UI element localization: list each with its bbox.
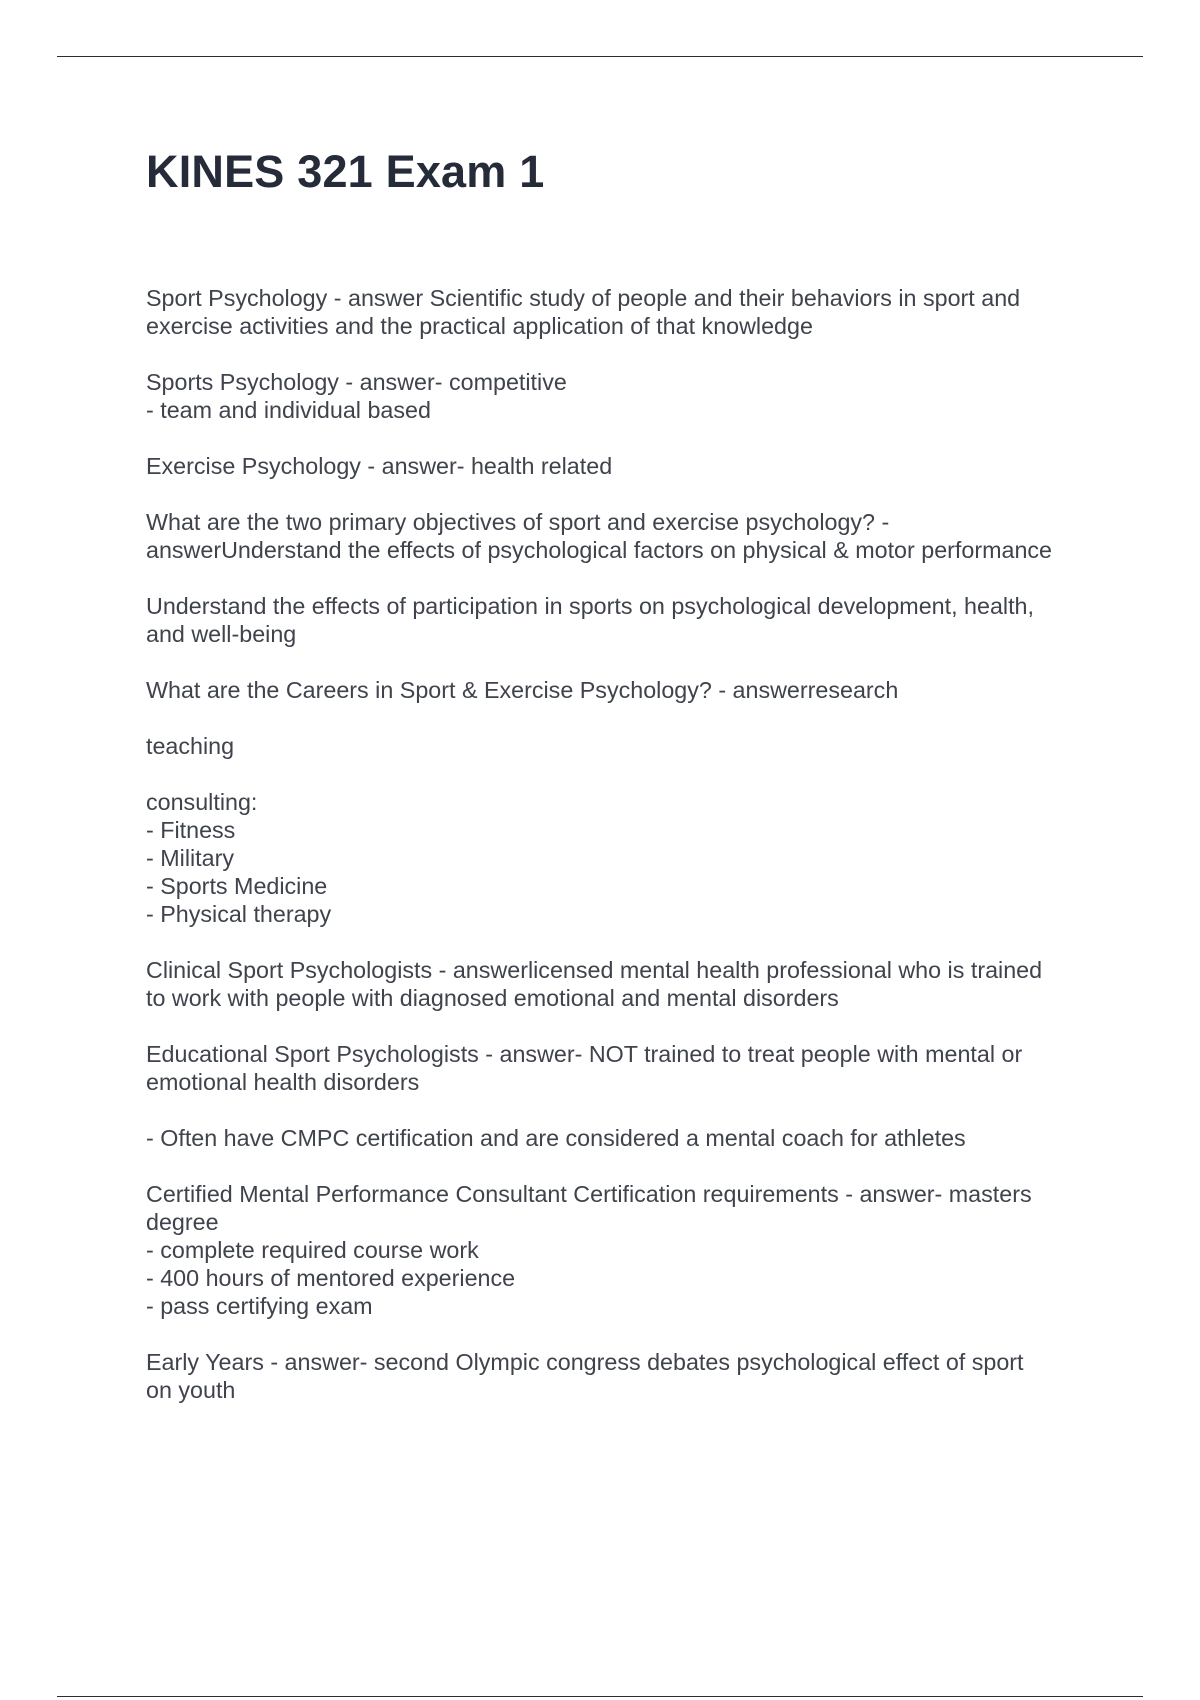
entry-line: Educational Sport Psychologists - answer- NOT trained to treat people with mental or bbox=[146, 1041, 1023, 1067]
entry-line: degree bbox=[146, 1209, 219, 1235]
entry-line: answerUnderstand the effects of psychological factors on physical & motor performance bbox=[146, 537, 1053, 563]
flashcard-entry bbox=[146, 508, 1106, 564]
flashcard-entry bbox=[146, 732, 1106, 760]
entry-line: Sport Psychology - answer Scientific study of people and their behaviors in sport and bbox=[146, 285, 1021, 311]
entry-line: consulting: bbox=[146, 789, 258, 815]
entry-line: - Often have CMPC certification and are considered a mental coach for athletes bbox=[146, 1125, 966, 1151]
flashcard-entry bbox=[146, 676, 1106, 704]
entry-line: and well-being bbox=[146, 621, 297, 647]
flashcard-entry bbox=[146, 1180, 1106, 1320]
flashcard-entry bbox=[146, 592, 1106, 648]
entry-line: What are the Careers in Sport & Exercise Psychology? - answerresearch bbox=[146, 677, 899, 703]
top-divider bbox=[57, 56, 1143, 57]
entry-line: Sports Psychology - answer- competitive bbox=[146, 369, 567, 395]
bottom-divider bbox=[57, 1696, 1143, 1697]
entry-line: - complete required course work bbox=[146, 1237, 479, 1263]
entry-line: - 400 hours of mentored experience bbox=[146, 1265, 516, 1291]
document-title: KINES 321 Exam 1 bbox=[146, 146, 545, 197]
entry-line: What are the two primary objectives of sport and exercise psychology? - bbox=[146, 509, 890, 535]
flashcard-entry bbox=[146, 452, 1106, 480]
flashcard-list bbox=[146, 284, 1106, 1432]
flashcard-entry bbox=[146, 1348, 1106, 1404]
entry-line: - Fitness bbox=[146, 817, 236, 843]
flashcard-entry bbox=[146, 956, 1106, 1012]
flashcard-entry bbox=[146, 1124, 1106, 1152]
entry-line: Certified Mental Performance Consultant Certification requirements - answer- masters bbox=[146, 1181, 1032, 1207]
flashcard-entry bbox=[146, 284, 1106, 340]
entry-line: emotional health disorders bbox=[146, 1069, 420, 1095]
entry-line: - team and individual based bbox=[146, 397, 431, 423]
flashcard-entry bbox=[146, 788, 1106, 928]
entry-line: exercise activities and the practical application of that knowledge bbox=[146, 313, 813, 339]
entry-line: Early Years - answer- second Olympic congress debates psychological effect of sport bbox=[146, 1349, 1024, 1375]
entry-line: - pass certifying exam bbox=[146, 1293, 373, 1319]
entry-line: - Physical therapy bbox=[146, 901, 332, 927]
flashcard-entry bbox=[146, 368, 1106, 424]
entry-line: on youth bbox=[146, 1377, 236, 1403]
flashcard-entry bbox=[146, 1040, 1106, 1096]
entry-line: - Sports Medicine bbox=[146, 873, 328, 899]
entry-line: teaching bbox=[146, 733, 235, 759]
entry-line: Clinical Sport Psychologists - answerlicensed mental health professional who is trained bbox=[146, 957, 1043, 983]
entry-line: Exercise Psychology - answer- health related bbox=[146, 453, 613, 479]
entry-line: - Military bbox=[146, 845, 235, 871]
entry-line: Understand the effects of participation in sports on psychological development, health, bbox=[146, 593, 1034, 619]
entry-line: to work with people with diagnosed emotional and mental disorders bbox=[146, 985, 839, 1011]
